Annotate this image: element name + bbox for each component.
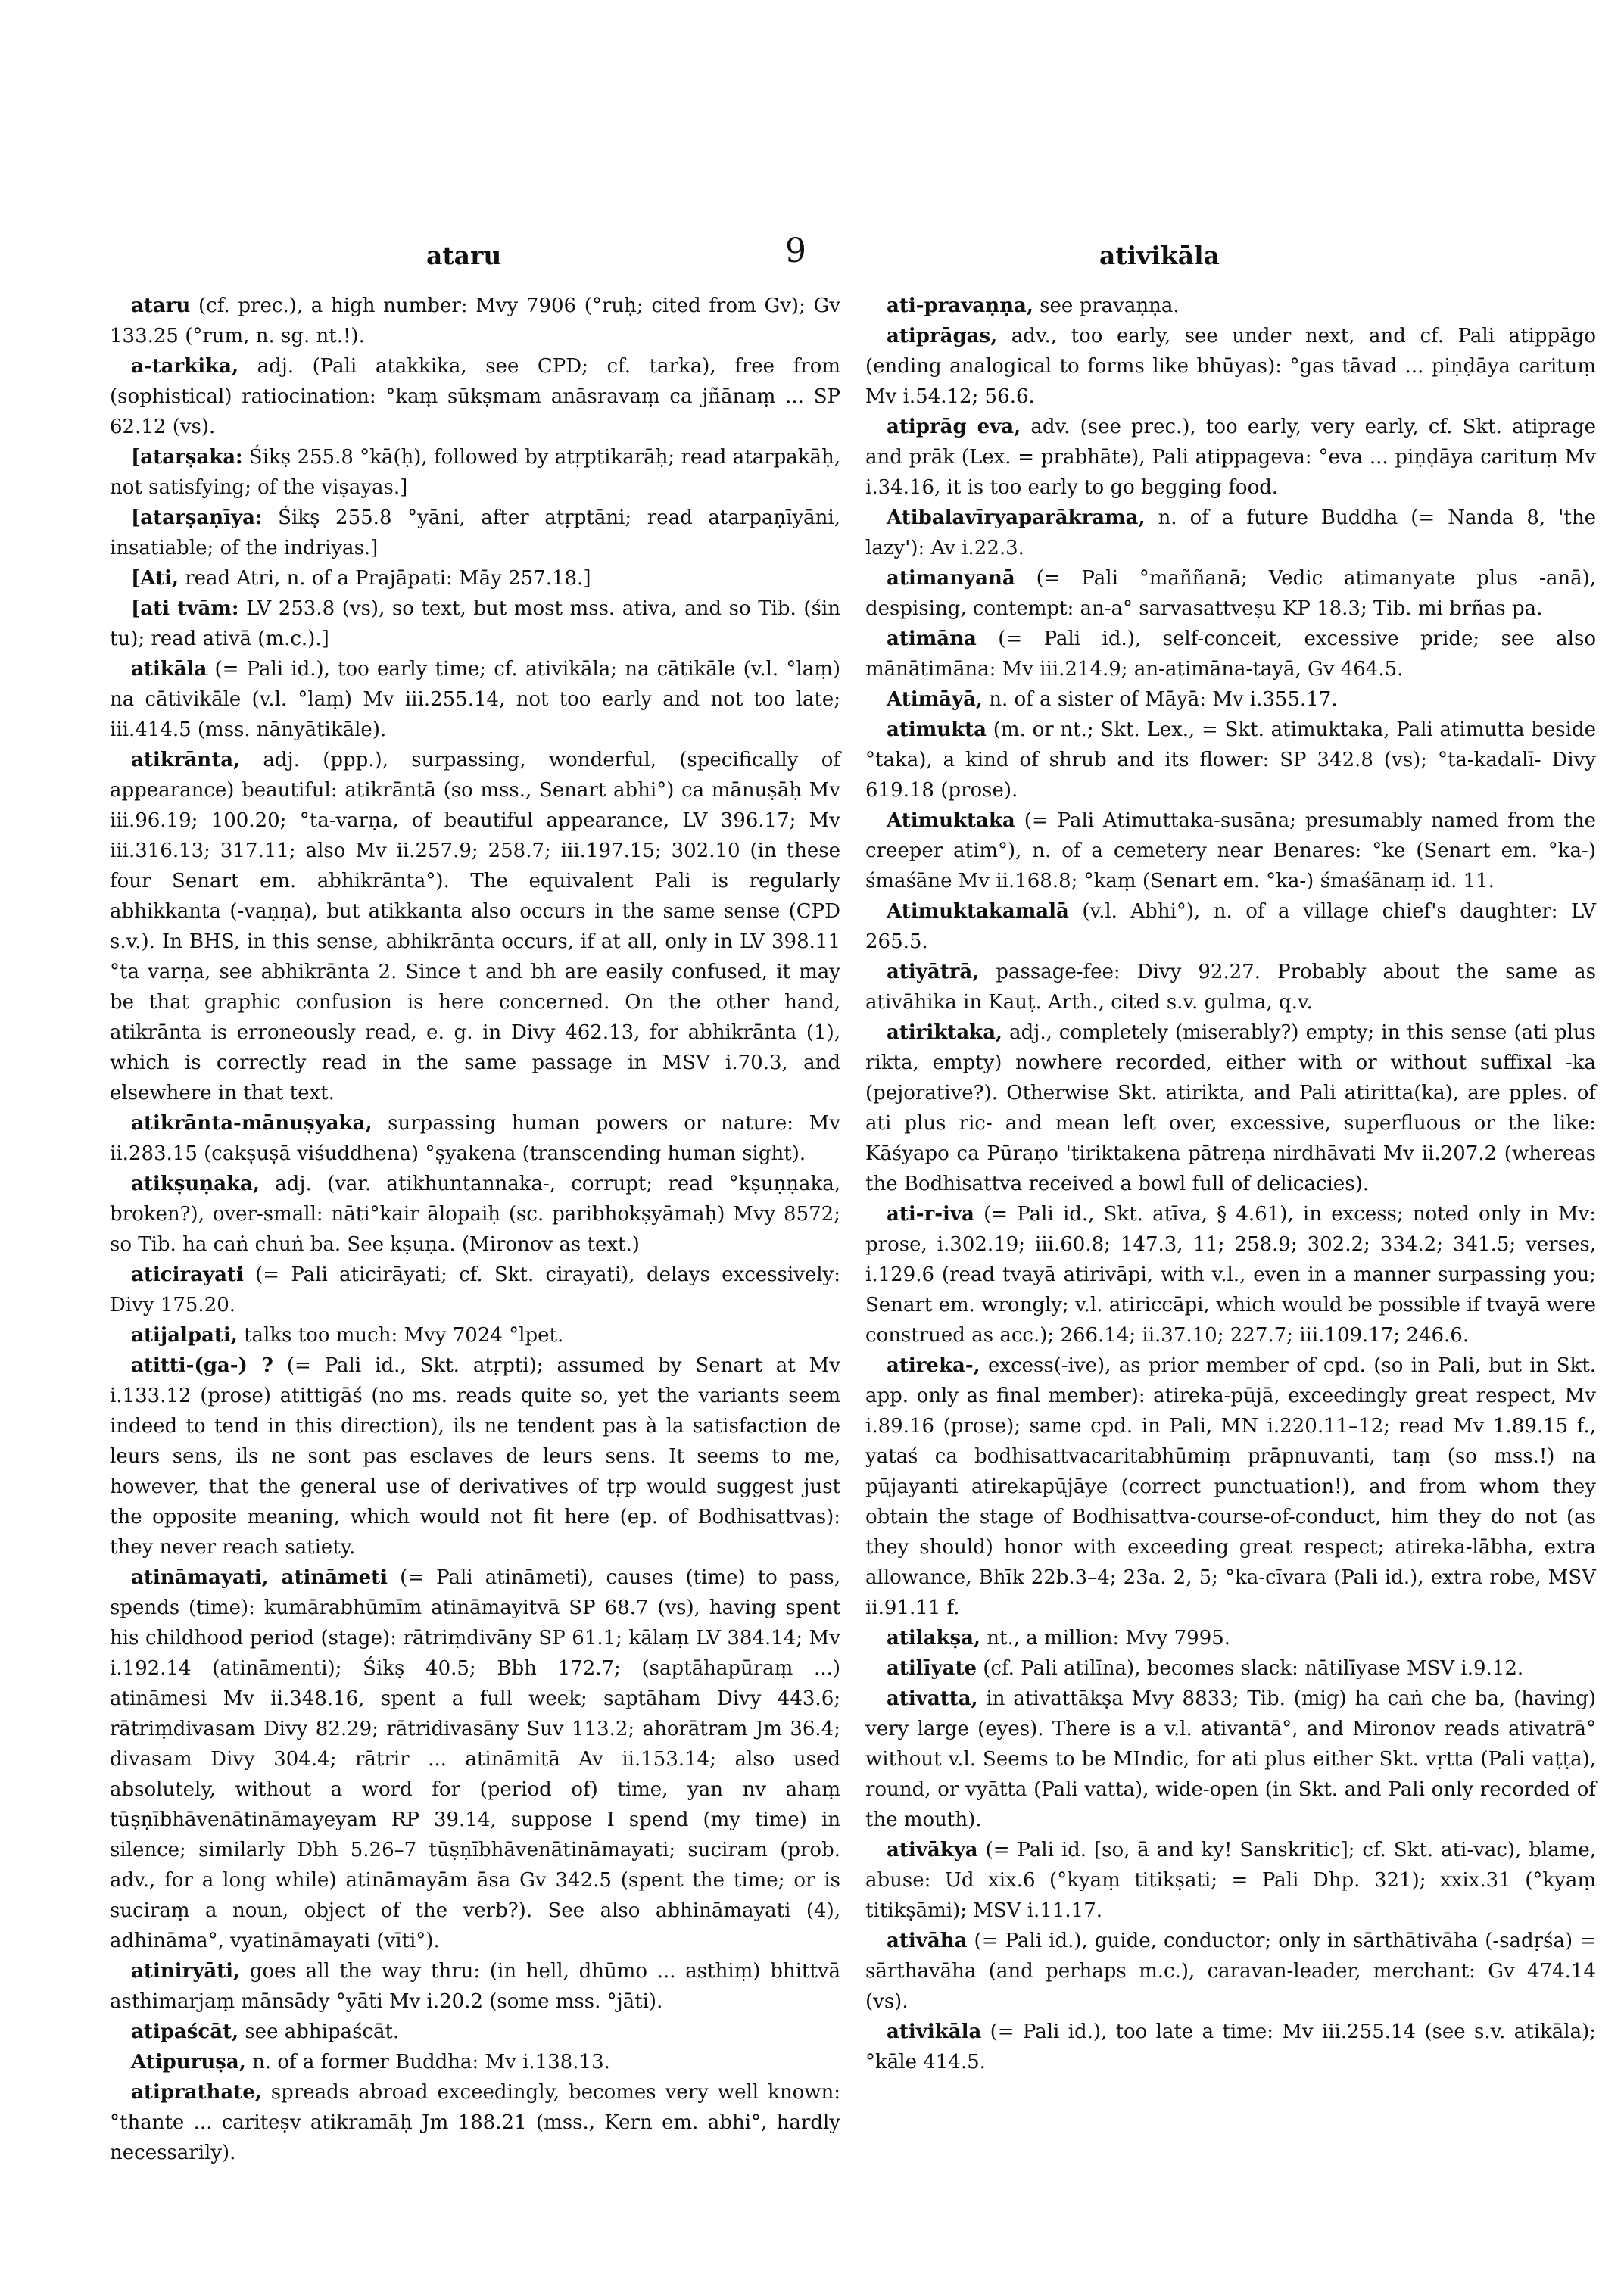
header-right-guideword: ativikāla (1099, 241, 1220, 270)
entry-definition: excess(-ive), as prior member of cpd. (so in Pali, but in Skt. app. only as final member): atireka-pūjā, exceedingly great respect, Mv i.89.16 (prose); same cpd. in Pali, MN i.220.11–12; read Mv 1.89.15 f., yataś ca bodhisattvacaritabhūmiṃ prāpnuvanti, taṃ (so mss.!) na pūjayanti atirekapūjāye (correct punctuation!), and from whom they obtain the stage of Bodhisattva-course-of-conduct, him they do not (as they should) honor with exceeding great respect; atireka-lābha, extra allowance, Bhīk 22b.3–4; 23a. 2, 5; °ka-cīvara (Pali id.), extra robe, MSV ii.91.11 f. (865, 1354, 1596, 1619)
entry-headword: atiprāg eva, (887, 416, 1021, 438)
entry-definition: adj., completely (miserably?) empty; in this sense (ati plus rikta, empty) nowhere recorded, either with or without suffixal -ka (pejorative?). Otherwise Skt. atirikta, and Pali atiritta(ka), are pples. of ati plus ric- and mean left over, excessive, superfluous or the like: Kāśyapo ca Pūraṇo 'tiriktakena pātreṇa nirdhāvati Mv ii.207.2 (whereas the Bodhisattva received a bowl full of delicacies). (865, 1021, 1596, 1195)
entry-definition: (cf. Pali atilīna), becomes slack: nātilīyase MSV i.9.12. (977, 1657, 1524, 1680)
dictionary-entry (865, 503, 1596, 563)
dictionary-entry (865, 1623, 1596, 1653)
entry-headword: ati-pravaṇṇa, (887, 294, 1033, 317)
entry-headword: atimāna (887, 628, 977, 650)
entry-definition: Śikṣ 255.8 °yāni, after atṛptāni; read atarpaṇīyāni, insatiable; of the indriyas.] (110, 506, 840, 559)
entry-definition: n. of a former Buddha: Mv i.138.13. (245, 2051, 610, 2073)
dictionary-entry (865, 715, 1596, 805)
entry-headword: ataru (131, 294, 191, 317)
entry-headword: ativatta, (887, 1687, 978, 1710)
entry-headword: atikrānta-mānuṣyaka, (131, 1112, 372, 1135)
entry-definition: (= Pali id. [so, ā and ky! Sanskritic]; cf. Skt. ati-vac), blame, abuse: Ud xix.6 (°kyaṃ titikṣati; = Pali Dhp. 321); xxix.31 (°kyaṃ titikṣāmi); MSV i.11.17. (865, 1839, 1596, 1922)
entry-definition: (= Pali id.), guide, conductor; only in sārthātivāha (-sadṛśa) = sārthavāha (and perhaps m.c.), caravan-leader, merchant: Gv 474.14 (vs). (865, 1930, 1596, 2013)
entry-definition: (= Pali id., Skt. atīva, § 4.61), in excess; noted only in Mv: prose, i.302.19; iii.60.8; 147.3, 11; 258.9; 302.2; 334.2; 341.5; verses, i.129.6 (read tvayā atirivāpi, with v.l., even in a manner surpassing you; Senart em. wrongly; v.l. atiriccāpi, which would be possible if tvayā were construed as acc.); 266.14; ii.37.10; 227.7; iii.109.17; 246.6. (865, 1203, 1596, 1347)
dictionary-entry (110, 654, 840, 745)
entry-definition: spreads abroad exceedingly, becomes very well known: °thante ... cariteṣv atikramāḥ Jm 188.21 (mss., Kern em. abhi°, hardly necessarily). (110, 2081, 840, 2164)
dictionary-entry (110, 1260, 840, 1320)
entry-definition: goes all the way thru: (in hell, dhūmo ... asthiṃ) bhittvā asthimarjaṃ mānsādy °yāti Mv i.20.2 (some mss. °jāti). (110, 1960, 840, 2013)
dictionary-entry (110, 2047, 840, 2077)
dictionary-entry (865, 412, 1596, 503)
right-column (865, 291, 1596, 2077)
header-left-guideword: ataru (426, 241, 502, 270)
entry-definition: (= Pali Atimuttaka-susāna; presumably named from the creeper atim°), n. of a cemetery near Benares: °ke (Senart em. °ka-) śmaśāne Mv ii.168.8; °kaṃ (Senart em. °ka-) śmaśānaṃ id. 11. (865, 809, 1596, 893)
dictionary-entry (865, 1653, 1596, 1684)
entry-headword: Atimuktaka (887, 809, 1015, 832)
dictionary-entry (110, 291, 840, 351)
entry-headword: Atimāyā, (887, 688, 983, 711)
entry-headword: atilīyate (887, 1657, 977, 1680)
entry-headword: Atibalavīryaparākrama, (887, 506, 1146, 529)
entry-definition: (= Pali atināmeti), causes (time) to pass, spends (time): kumārabhūmīm atināmayitvā SP 68.7 (vs), having spent his childhood period (stage): rātriṃdivāny SP 61.1; kālaṃ LV 384.14; Mv i.192.14 (atināmenti); Śikṣ 40.5; Bbh 172.7; (saptāhapūraṃ ...) atināmesi Mv ii.348.16, spent a full week; saptāham Divy 443.6; rātriṃdivasam Divy 82.29; rātridivasāny Suv 113.2; ahorātram Jm 36.4; divasam Divy 304.4; rātrir ... atināmitā Av ii.153.14; also used absolutely, without a word for (period of) time, yan nv ahaṃ tūṣṇībhāvenātināmayeyam RP 39.14, suppose I spend (my time) in silence; similarly Dbh 5.26–7 tūṣṇībhāvenātināmayati; suciram (prob. adv., for a long while) atināmayām āsa Gv 342.5 (spent the time; or is suciraṃ a noun, object of the verb?). See also abhināmayati (4), adhināma°, vyatināmayati (vīti°). (110, 1566, 840, 1952)
dictionary-entry (110, 503, 840, 563)
entry-headword: Atipuruṣa, (131, 2051, 246, 2073)
entry-definition: adj. (Pali atakkika, see CPD; cf. tarka), free from (sophistical) ratiocination: °kaṃ sūkṣmam anāsravaṃ ca jñānaṃ ... SP 62.12 (vs). (110, 355, 840, 438)
entry-headword: a-tarkika, (131, 355, 238, 378)
running-header (0, 232, 1624, 286)
dictionary-entry (110, 745, 840, 1108)
entry-headword: atikṣuṇaka, (131, 1173, 260, 1195)
dictionary-entry (865, 1684, 1596, 1835)
dictionary-entry (865, 321, 1596, 412)
dictionary-entry (865, 1835, 1596, 1926)
dictionary-entry (865, 684, 1596, 715)
entry-definition: adj. (var. atikhuntannaka-, corrupt; read °kṣuṇṇaka, broken?), over-small: nāti°kair ālopaiḥ (sc. paribhokṣyāmaḥ) Mvy 8572; so Tib. ha caṅ chuṅ ba. See kṣuṇa. (Mironov as text.) (110, 1173, 840, 1256)
dictionary-entry (110, 1351, 840, 1562)
entry-headword: [atarṣaka: (131, 446, 243, 469)
entry-definition: in ativattākṣa Mvy 8833; Tib. (mig) ha caṅ che ba, (having) very large (eyes). There is a v.l. ativantā°, and Mironov reads ativatrā° without v.l. Seems to be MIndic, for ati plus either Skt. vṛtta (Pali vaṭṭa), round, or vyātta (Pali vatta), wide-open (in Skt. and Pali only recorded of the mouth). (865, 1687, 1596, 1831)
entry-headword: [Ati, (131, 567, 179, 590)
dictionary-entry (110, 442, 840, 503)
entry-headword: atiniryāti, (131, 1960, 241, 1983)
entry-definition: see pravaṇṇa. (1033, 294, 1180, 317)
dictionary-entry (110, 1108, 840, 1169)
dictionary-entry (865, 624, 1596, 684)
entry-headword: atitti-(ga-) ? (131, 1354, 273, 1377)
entry-definition: see abhipaścāt. (238, 2020, 400, 2043)
entry-headword: atiyātrā, (887, 961, 980, 983)
entry-definition: talks too much: Mvy 7024 °lpet. (237, 1324, 564, 1347)
entry-headword: ati-r-iva (887, 1203, 974, 1226)
dictionary-entry (865, 805, 1596, 896)
entry-definition: (cf. prec.), a high number: Mvy 7906 (°ruḥ; cited from Gv); Gv 133.25 (°rum, n. sg. nt.!). (110, 294, 840, 347)
entry-definition: surpassing human powers or nature: Mv ii.283.15 (cakṣuṣā viśuddhena) °ṣyakena (transcending human sight). (110, 1112, 840, 1165)
dictionary-entry (110, 594, 840, 654)
dictionary-entry (110, 1956, 840, 2017)
entry-headword: atikrānta, (131, 749, 241, 771)
dictionary-entry (110, 1562, 840, 1956)
entry-headword: ativikāla (887, 2020, 982, 2043)
entry-headword: atimanyanā (887, 567, 1015, 590)
entry-headword: [ati tvām: (131, 597, 239, 620)
dictionary-entry (865, 2017, 1596, 2077)
entry-definition: (= Pali id.), too late a time: Mv iii.255.14 (see s.v. atikāla); °kāle 414.5. (865, 2020, 1596, 2073)
entry-definition: adv., too early, see under next, and cf. Pali atippāgo (ending analogical to forms like bhūyas): °gas tāvad ... piṇḍāya carituṃ Mv i.54.12; 56.6. (865, 325, 1596, 408)
entry-definition: adj. (ppp.), surpassing, wonderful, (specifically of appearance) beautiful: atikrāntā (so mss., Senart abhi°) ca mānuṣāḥ Mv iii.96.19; 100.20; °ta-varṇa, of beautiful appearance, LV 396.17; Mv iii.316.13; 317.11; also Mv ii.257.9; 258.7; iii.197.15; 302.10 (in these four Senart em. abhikrānta°). The equivalent Pali is regularly abhikkanta (-vaṇṇa), but atikkanta also occurs in the same sense (CPD s.v.). In BHS, in this sense, abhikrānta occurs, if at all, only in LV 398.11 °ta varṇa, see abhikrānta 2. Since t and bh are easily confused, it may be that graphic confusion is here concerned. On the other hand, atikrānta is erroneously read, e. g. in Divy 462.13, for abhikrānta (1), which is correctly read in the same passage in MSV i.70.3, and elsewhere in that text. (110, 749, 840, 1104)
page-number: 9 (785, 232, 806, 270)
entry-headword: atilakṣa, (887, 1627, 981, 1650)
entry-headword: atimukta (887, 718, 987, 741)
entry-headword: atireka-, (887, 1354, 980, 1377)
dictionary-entry (865, 896, 1596, 957)
entry-definition: passage-fee: Divy 92.27. Probably about the same as ativāhika in Kauṭ. Arth., cited s.v. gulma, q.v. (865, 961, 1596, 1014)
entry-definition: n. of a sister of Māyā: Mv i.355.17. (982, 688, 1338, 711)
entry-headword: Atimuktakamalā (887, 900, 1069, 923)
dictionary-entry (865, 291, 1596, 321)
entry-definition: (= Pali id., Skt. atṛpti); assumed by Senart at Mv i.133.12 (prose) atittigāś (no ms. reads quite so, yet the variants seem indeed to tend in this direction), ils ne tendent pas à la satisfaction de leurs sens, ils ne sont pas esclaves de leurs sens. It seems to me, however, that the general use of derivatives of tṛp would suggest just the opposite meaning, which would not fit here (ep. of Bodhisattvas): they never reach satiety. (110, 1354, 840, 1559)
entry-definition: (= Pali id.), self-conceit, excessive pride; see also mānātimāna: Mv iii.214.9; an-atimāna-tayā, Gv 464.5. (865, 628, 1596, 681)
entry-headword: atijalpati, (131, 1324, 238, 1347)
entry-definition: read Atri, n. of a Prajāpati: Māy 257.18.] (178, 567, 591, 590)
dictionary-entry (110, 2077, 840, 2168)
entry-definition: LV 253.8 (vs), so text, but most mss. ativa, and so Tib. (śin tu); read ativā (m.c.).] (110, 597, 840, 650)
entry-definition: (= Pali aticirāyati; cf. Skt. cirayati), delays excessively: Divy 175.20. (110, 1263, 840, 1316)
entry-definition: nt., a million: Mvy 7995. (980, 1627, 1231, 1650)
entry-definition: (v.l. Abhi°), n. of a village chief's daughter: LV 265.5. (865, 900, 1596, 953)
entry-headword: atiprathate, (131, 2081, 262, 2104)
dictionary-entry (865, 1926, 1596, 2017)
entry-definition: Śikṣ 255.8 °kā(ḥ), followed by atṛptikarāḥ; read atarpakāḥ, not satisfying; of the viṣayas.] (110, 446, 840, 499)
entry-headword: [atarṣaṇīya: (131, 506, 263, 529)
dictionary-entry (865, 563, 1596, 624)
entry-definition: (= Pali id.), too early time; cf. ativikāla; na cātikāle (v.l. °laṃ) na cātivikāle (v.l. °laṃ) Mv iii.255.14, not too early and not too late; iii.414.5 (mss. nānyātikāle). (110, 658, 840, 741)
entry-definition: (m. or nt.; Skt. Lex., = Skt. atimuktaka, Pali atimutta beside °taka), a kind of shrub and its flower: SP 342.8 (vs); °ta-kadalī- Divy 619.18 (prose). (865, 718, 1596, 802)
entry-headword: ativākya (887, 1839, 978, 1862)
dictionary-entry (110, 2017, 840, 2047)
dictionary-entry (110, 563, 840, 594)
entry-headword: atikāla (131, 658, 207, 681)
entry-headword: atiriktaka, (887, 1021, 1003, 1044)
dictionary-entry (865, 1351, 1596, 1623)
dictionary-entry (110, 351, 840, 442)
entry-definition: n. of a future Buddha (= Nanda 8, 'the lazy'): Av i.22.3. (865, 506, 1596, 559)
entry-headword: atināmayati, atināmeti (131, 1566, 388, 1589)
dictionary-entry (865, 1199, 1596, 1351)
dictionary-entry (110, 1169, 840, 1260)
entry-headword: atipaścāt, (131, 2020, 239, 2043)
dictionary-entry (865, 957, 1596, 1017)
entry-headword: atiprāgas, (887, 325, 998, 347)
entry-definition: adv. (see prec.), too early, very early, cf. Skt. atiprage and prāk (Lex. = prabhāte), Pali atippageva: °eva ... piṇḍāya carituṃ Mv i.34.16, it is too early to go begging food. (865, 416, 1596, 499)
dictionary-entry (865, 1017, 1596, 1199)
dictionary-entry (110, 1320, 840, 1351)
entry-headword: ativāha (887, 1930, 968, 1952)
entry-headword: aticirayati (131, 1263, 244, 1286)
entry-definition: (= Pali °maññanā; Vedic atimanyate plus -anā), despising, contempt: an-a° sarvasattveṣu KP 18.3; Tib. mi brñas pa. (865, 567, 1596, 620)
left-column (110, 291, 840, 2168)
